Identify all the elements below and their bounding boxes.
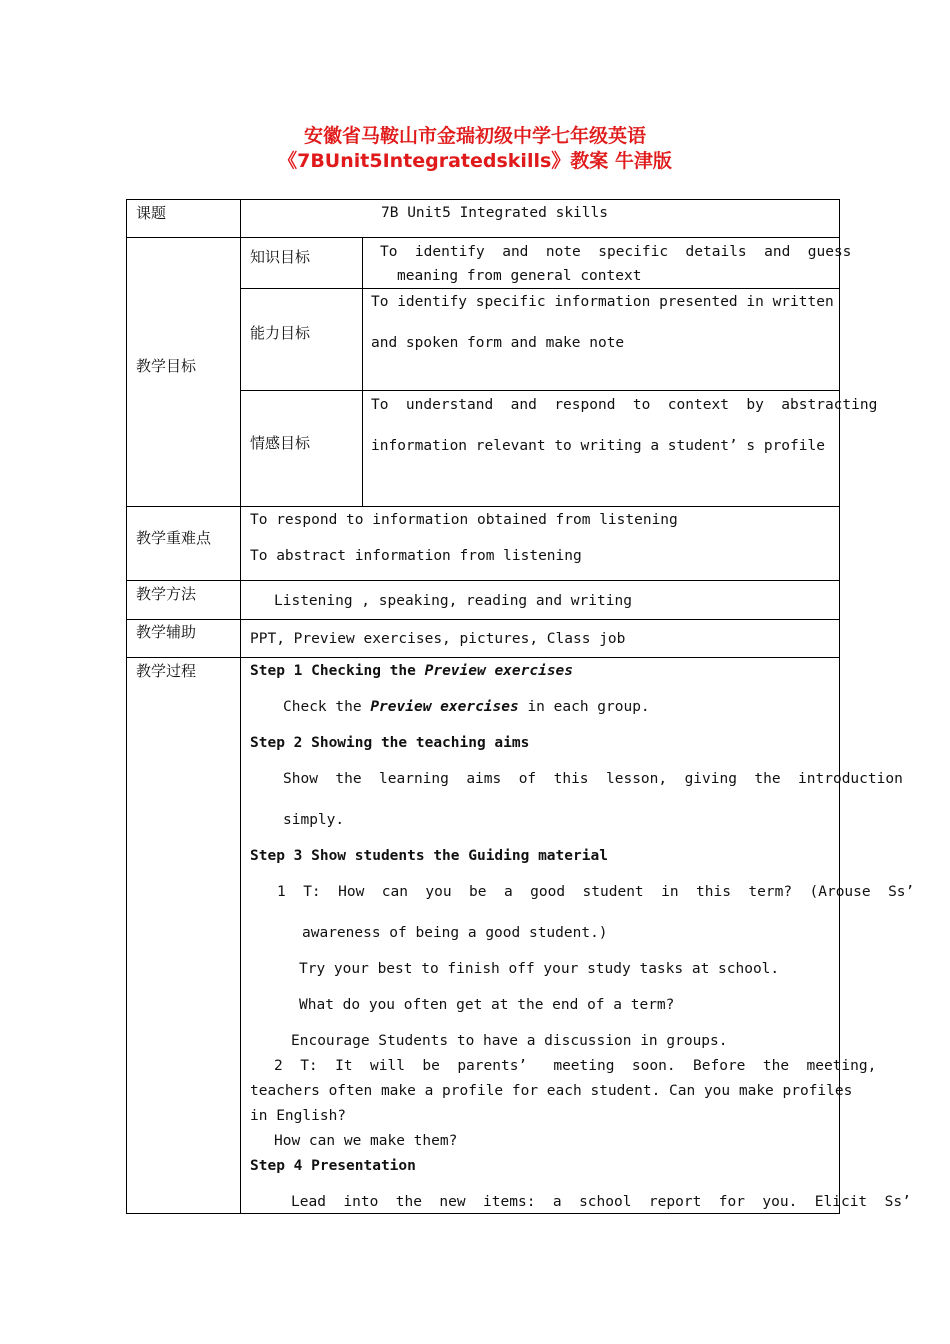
- step3-line3: Try your best to finish off your study tasks at school.: [299, 961, 780, 977]
- step1-body: Check the Preview exercises in each group.: [283, 699, 650, 715]
- step3-line7: teachers often make a profile for each student. Can you make profiles: [250, 1083, 853, 1099]
- step3-line6: 2 T: It will be parents’ meeting soon. Before the meeting,: [274, 1058, 877, 1074]
- objectives-label: 教学目标: [136, 357, 197, 375]
- ability-goal-line2: and spoken form and make note: [371, 335, 625, 351]
- step3-line2: awareness of being a good student.): [302, 925, 608, 941]
- step3-line4: What do you often get at the end of a term?: [299, 997, 675, 1013]
- knowledge-goal-label: 知识目标: [250, 248, 311, 266]
- aids-value: PPT, Preview exercises, pictures, Class job: [250, 631, 626, 647]
- step3-line5: Encourage Students to have a discussion in groups.: [291, 1033, 728, 1049]
- topic-label: 课题: [136, 204, 167, 222]
- step2-title: Step 2 Showing the teaching aims: [250, 735, 530, 751]
- key-points-line2: To abstract information from listening: [250, 548, 582, 564]
- step3-line9: How can we make them?: [274, 1133, 458, 1149]
- step3-line8: in English?: [250, 1108, 347, 1124]
- page-title-line2: 《7BUnit5Integratedskills》教案 牛津版: [278, 150, 672, 172]
- step2-line2: simply.: [283, 812, 345, 828]
- ability-goal-line1: To identify specific information presented in written: [371, 294, 834, 310]
- knowledge-goal-line1: To identify and note specific details and guess: [380, 244, 852, 260]
- emotion-goal-label: 情感目标: [250, 434, 311, 452]
- key-points-line1: To respond to information obtained from listening: [250, 512, 678, 528]
- step4-title: Step 4 Presentation: [250, 1158, 416, 1174]
- step4-line1: Lead into the new items: a school report for you. Elicit Ss’: [291, 1194, 911, 1210]
- method-value: Listening , speaking, reading and writing: [274, 593, 632, 609]
- knowledge-goal-line2: meaning from general context: [397, 268, 642, 284]
- step1-title: Step 1 Checking the Preview exercises: [250, 663, 574, 679]
- step2-line1: Show the learning aims of this lesson, giving the introduction: [283, 771, 903, 787]
- key-points-label: 教学重难点: [136, 529, 212, 547]
- step3-line1: 1 T: How can you be a good student in this term? (Arouse Ss’: [277, 884, 915, 900]
- step3-title: Step 3 Show students the Guiding material: [250, 848, 608, 864]
- topic-value: 7B Unit5 Integrated skills: [381, 205, 608, 221]
- emotion-goal-line1: To understand and respond to context by abstracting: [371, 397, 878, 413]
- aids-label: 教学辅助: [136, 623, 197, 641]
- page-title-line1: 安徽省马鞍山市金瑞初级中学七年级英语: [303, 125, 646, 147]
- method-label: 教学方法: [136, 585, 197, 603]
- emotion-goal-line2: information relevant to writing a student’ s profile: [371, 438, 825, 454]
- ability-goal-label: 能力目标: [250, 324, 311, 342]
- process-label: 教学过程: [136, 662, 197, 680]
